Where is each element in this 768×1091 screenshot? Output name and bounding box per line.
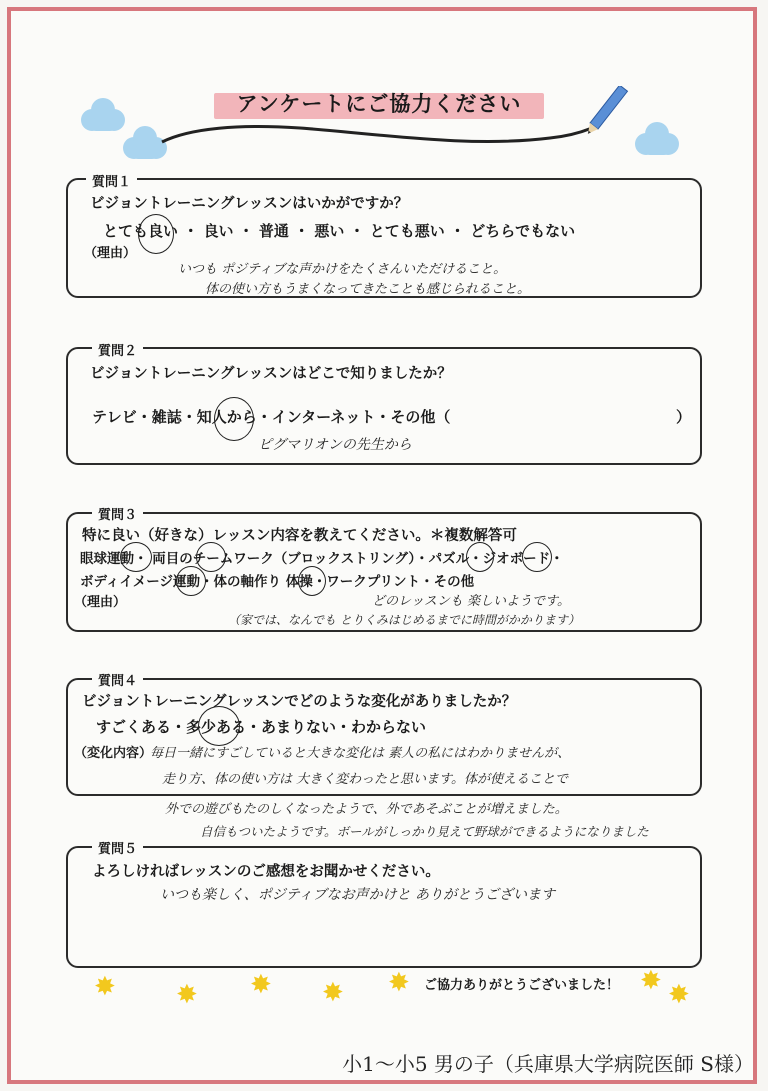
star-icon: ✸ (640, 966, 662, 996)
question-4-change-label: （変化内容） (74, 746, 153, 761)
star-icon: ✸ (94, 972, 116, 1002)
question-4-label: 質問４ (92, 670, 143, 689)
question-1-text: ビジョントレーニングレッスンはいかがですか？ (90, 196, 409, 212)
question-3-label: 質問３ (92, 504, 143, 523)
pencil-icon (150, 86, 640, 166)
question-1-reason-label: （理由） (84, 246, 137, 261)
question-2-close-paren: ） (676, 408, 692, 426)
question-3-options-line2[interactable]: ボディイメージ運動・体の軸作り 体操・ワークプリント・その他 (80, 574, 475, 590)
question-5-label: 質問５ (92, 838, 143, 857)
star-icon: ✸ (322, 978, 344, 1008)
question-5-text: よろしければレッスンのご感想をお聞かせください。 (92, 864, 440, 880)
question-3-reason-label: （理由） (74, 595, 127, 610)
question-4-answer-line3: 外での遊びもたのしくなったようで、外であそぶことが増えました。 (165, 802, 568, 817)
answer-circle (522, 542, 552, 572)
question-2-label: 質問２ (92, 340, 143, 359)
answer-circle (138, 214, 174, 254)
question-1-options[interactable]: とても良い ・ 良い ・ 普通 ・ 悪い ・ とても悪い ・ どちらでもない (103, 222, 576, 240)
answer-circle (176, 566, 206, 596)
page-title: アンケートにご協力ください (236, 92, 522, 116)
question-4-options[interactable]: すごくある・多少ある・あまりない・わからない (96, 718, 427, 736)
answer-circle (214, 397, 254, 441)
cloud-icon (78, 96, 126, 136)
question-2-answer[interactable]: ピグマリオンの先生から (258, 437, 412, 453)
question-5-answer[interactable]: いつも楽しく、ポジティブなお声かけと ありがとうございます (160, 887, 556, 903)
question-4-text: ビジョントレーニングレッスンでどのような変化がありましたか？ (82, 694, 517, 710)
star-icon: ✸ (668, 980, 690, 1010)
answer-circle (298, 566, 326, 596)
star-icon: ✸ (388, 968, 410, 998)
question-2-text: ビジョントレーニングレッスンはどこで知りましたか？ (90, 366, 452, 382)
answer-circle (196, 542, 226, 572)
question-3-answer-line1: どのレッスンも 楽しいようです。 (372, 594, 570, 609)
question-3-answer-line2: （家では、なんでも とりくみはじめるまでに時間がかかります） (228, 613, 580, 627)
question-3-text: 特に良い（好きな）レッスン内容を教えてください。＊複数解答可 (82, 528, 517, 544)
question-4-answer-line4: 自信もついたようです。ボールがしっかり見えて野球ができるようになりました (200, 824, 649, 839)
respondent-info: 小1〜小5 男の子（兵庫県大学病院医師 S様） (342, 1052, 754, 1076)
question-3-options-line1[interactable]: 眼球運動・ 両目のチームワーク（ブロックストリング）・パズル・ジオボード・ (80, 551, 564, 567)
question-2-options[interactable]: テレビ・雑誌・知人から・インターネット・その他（ (92, 408, 451, 426)
question-1-label: 質問１ (86, 171, 137, 190)
star-icon: ✸ (176, 980, 198, 1010)
question-4-answer-line2: 走り方、体の使い方は 大きく変わったと思います。体が使えることで (162, 772, 568, 787)
answer-circle (466, 542, 494, 572)
star-icon: ✸ (250, 970, 272, 1000)
answer-circle (198, 706, 240, 746)
question-1-answer-line2: 体の使い方もうまくなってきたことも感じられること。 (205, 282, 531, 297)
thanks-message: ご協力ありがとうございました！ (424, 978, 620, 993)
answer-circle (120, 542, 152, 572)
question-4-answer-line1: 毎日一緒にすごしていると大きな変化は 素人の私にはわかりませんが、 (150, 746, 571, 761)
question-1-answer-line1: いつも ポジティブな声かけをたくさんいただけること。 (178, 262, 507, 277)
